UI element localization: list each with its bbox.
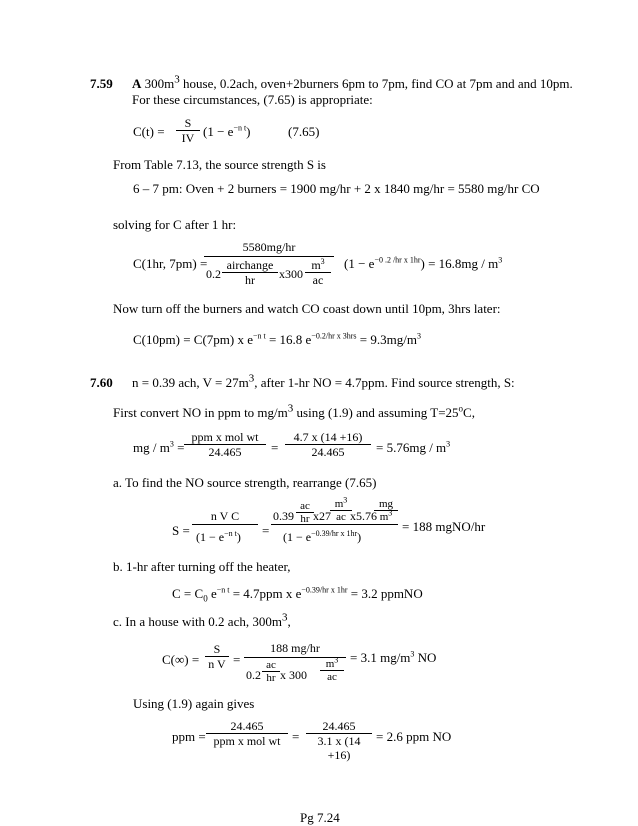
convert-text: First convert NO in ppm to $mg/m^3$ using (1.9) and assuming $T=25^oC$,: [113, 402, 475, 420]
using-text: Using (1.9) again gives: [133, 696, 255, 711]
problem-7-59-statement: A $300m^3$ house, 0.2ach, oven+2burners 6pm to 7pm, find CO at 7pm and and 10pm.: [132, 73, 573, 91]
equation-decay: $C = C_0$ $e^{-n t} = 4.7ppm$ x $e^{-0.39/hr x 1hr} = 3.2$ ppmNO: [172, 585, 423, 604]
problem-7-60-statement: n = 0.39 ach, $V = 27m^3$, after 1-hr NO = 4.7ppm. Find source strength, S:: [132, 372, 515, 390]
part-b-text: b. 1-hr after turning off the heater,: [113, 559, 291, 574]
source-intro: From Table 7.13, the source strength S is: [113, 157, 326, 172]
part-c-text: c. In a house with 0.2 ach, $300m^3$,: [113, 611, 291, 629]
equation-c-10pm: C(10pm) = C(7pm) x $e^{-n t} = 16.8$ $e^{-0.2/hr x 3hrs} = 9.3mg/m^3$: [133, 331, 421, 347]
problem-number-7-59: 7.59: [90, 76, 113, 91]
solving-text: solving for C after 1 hr:: [113, 217, 237, 232]
problem-number-7-60: 7.60: [90, 375, 113, 390]
source-line: 6 – 7 pm: Oven + 2 burners = 1900 mg/hr + 2 x 1840 mg/hr = 5580 mg/hr CO: [133, 181, 540, 196]
coast-text: Now turn off the burners and watch CO coast down until 10pm, 3hrs later:: [113, 301, 501, 316]
equation-ref: (7.65): [288, 124, 320, 139]
part-a-text: a. To find the NO source strength, rearrange (7.65): [113, 475, 377, 490]
problem-7-59-line2: For these circumstances, (7.65) is appropriate:: [132, 92, 373, 107]
page-footer: Pg 7.24: [300, 810, 340, 825]
